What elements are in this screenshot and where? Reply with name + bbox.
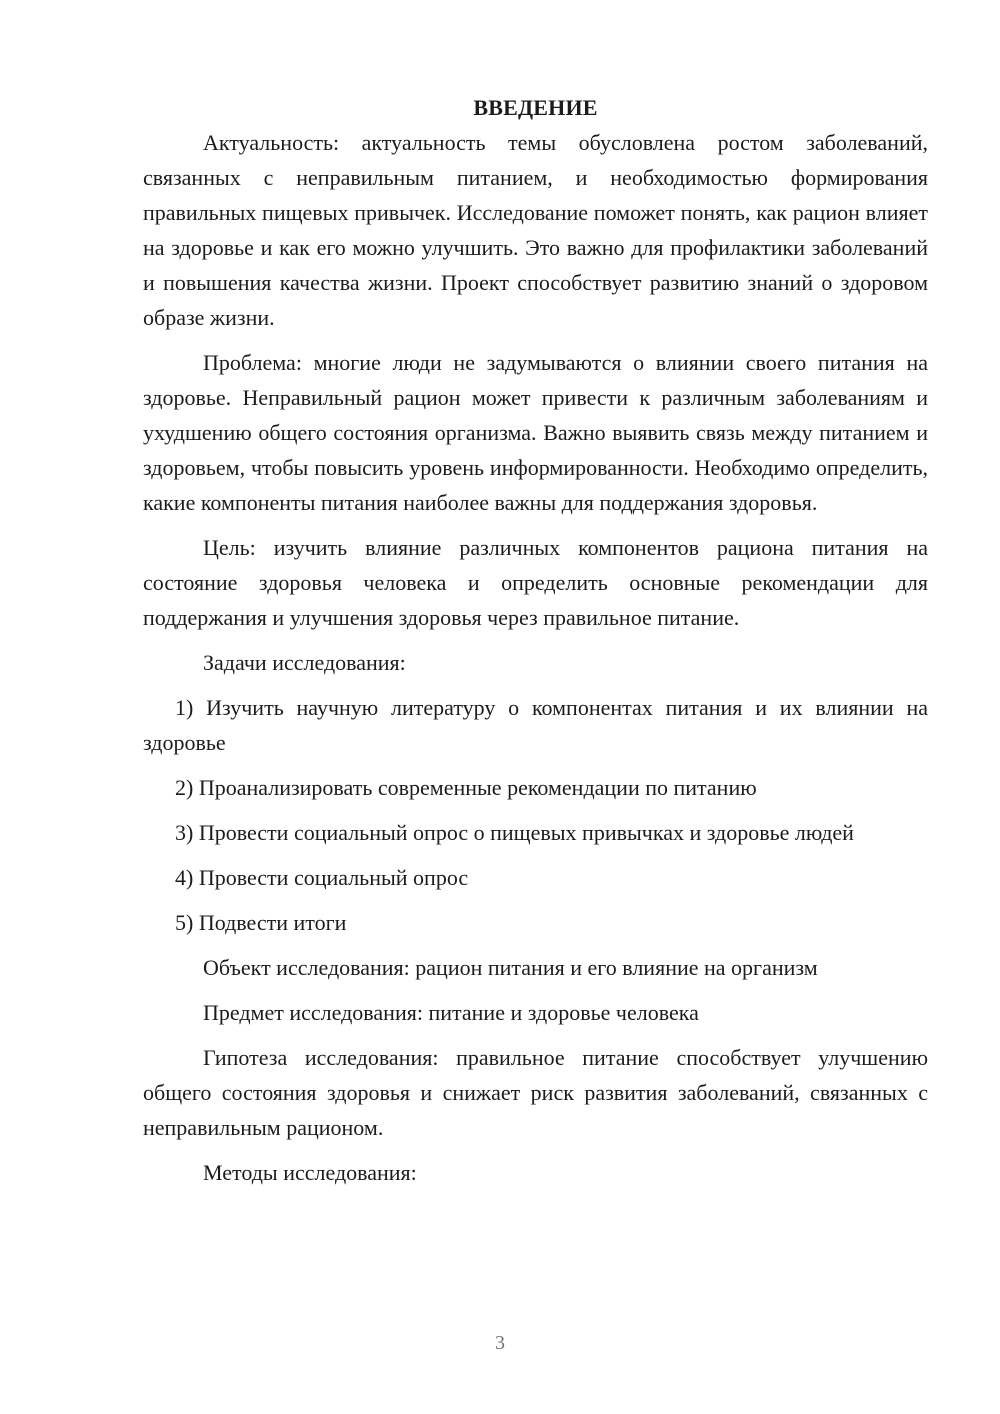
tasks-heading: Задачи исследования: bbox=[203, 650, 406, 675]
page-title: ВВЕДЕНИЕ bbox=[473, 95, 598, 120]
goal-paragraph: Цель: изучить влияние различных компонентов рациона питания на состояние здоровья человека и определить основные рекомендации для поддержания и улучшения здоровья через правильное питание. bbox=[143, 535, 928, 630]
subject-paragraph: Предмет исследования: питание и здоровье человека bbox=[203, 1000, 699, 1025]
document-page bbox=[143, 90, 928, 1200]
object-paragraph: Объект исследования: рацион питания и его влияние на организм bbox=[203, 955, 818, 980]
task-item-5: 5) Подвести итоги bbox=[175, 910, 347, 935]
methods-heading: Методы исследования: bbox=[203, 1160, 417, 1185]
relevance-paragraph: Актуальность: актуальность темы обусловлена ростом заболеваний, связанных с неправильным питанием, и необходимостью формирования правильных пищевых привычек. Исследование поможет понять, как рацион влияет на здоровье и как его можно улучшить. Это важно для профилактики заболеваний и повышения качества жизни. Проект способствует развитию знаний о здоровом образе жизни. bbox=[143, 130, 928, 330]
task-item-2: 2) Проанализировать современные рекомендации по питанию bbox=[175, 775, 757, 800]
task-item-3: 3) Провести социальный опрос о пищевых привычках и здоровье людей bbox=[175, 820, 854, 845]
hypothesis-paragraph: Гипотеза исследования: правильное питание способствует улучшению общего состояния здоровья и снижает риск развития заболеваний, связанных с неправильным рационом. bbox=[143, 1045, 928, 1140]
task-item-1: 1) Изучить научную литературу о компонентах питания и их влиянии на здоровье bbox=[143, 695, 928, 755]
problem-paragraph: Проблема: многие люди не задумываются о влиянии своего питания на здоровье. Неправильный рацион может привести к различным заболеваниям и ухудшению общего состояния организма. Важно выявить связь между питанием и здоровьем, чтобы повысить уровень информированности. Необходимо определить, какие компоненты питания наиболее важны для поддержания здоровья. bbox=[143, 350, 928, 515]
page-number: 3 bbox=[495, 1332, 505, 1354]
task-item-4: 4) Провести социальный опрос bbox=[175, 865, 469, 890]
